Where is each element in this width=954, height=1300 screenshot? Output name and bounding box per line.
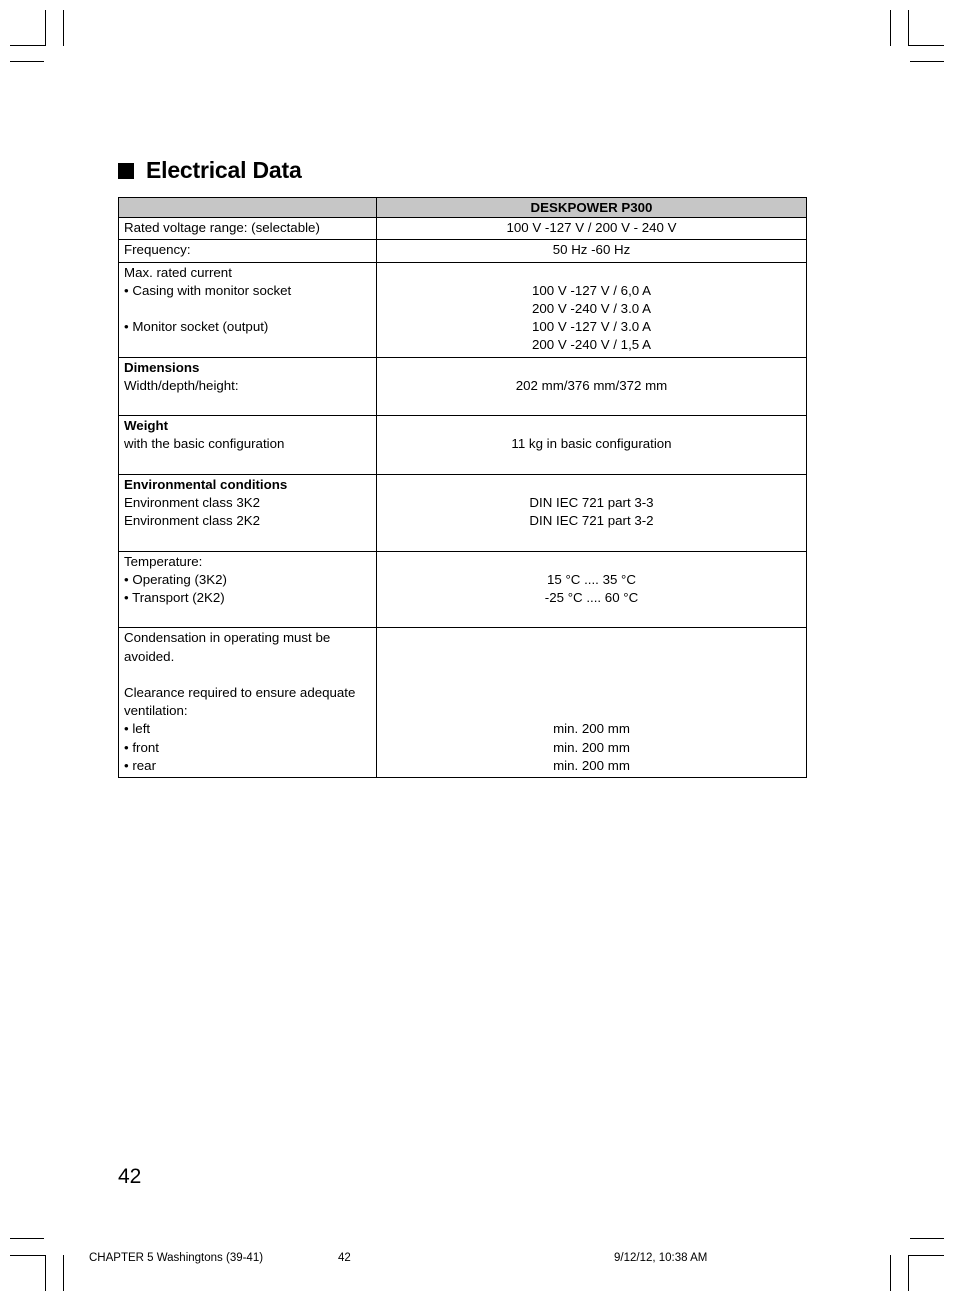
- spec-value-line: [382, 454, 801, 472]
- crop-mark: [910, 1238, 944, 1239]
- spec-value-line: [382, 530, 801, 548]
- crop-mark: [908, 45, 944, 46]
- spec-label-line: Condensation in operating must be avoided.: [124, 630, 331, 664]
- table-row: [119, 628, 807, 778]
- spec-label-line: Max. rated current: [124, 264, 232, 280]
- spec-value-line: 50 Hz -60 Hz: [552, 242, 631, 258]
- spec-value-line: [382, 476, 801, 494]
- spec-label-cell: [119, 551, 377, 628]
- footer-center: 42: [338, 1252, 351, 1264]
- spec-label-cell: [119, 218, 377, 240]
- spec-value-line: 11 kg in basic configuration: [511, 436, 672, 452]
- spec-label-cell: [119, 262, 377, 357]
- table-row: [119, 416, 807, 475]
- footer-left: CHAPTER 5 Washingtons (39-41): [89, 1252, 264, 1264]
- crop-mark: [890, 10, 891, 46]
- spec-label-line: Rated voltage range: (selectable): [124, 220, 320, 236]
- spec-value-line: 15 °C .... 35 °C: [547, 571, 636, 587]
- spec-group-heading: Dimensions: [124, 359, 200, 375]
- spec-value-line: [382, 666, 801, 684]
- crop-mark: [45, 10, 46, 46]
- spec-label-line: • Operating (3K2): [124, 571, 227, 587]
- spec-value-line: DIN IEC 721 part 3-2: [529, 513, 654, 529]
- square-bullet-icon: [118, 163, 134, 179]
- spec-label-line: [124, 666, 371, 684]
- crop-mark: [63, 1255, 64, 1291]
- table-row: [119, 357, 807, 416]
- spec-value-line: [382, 359, 801, 377]
- table-row: [119, 262, 807, 357]
- spec-value-line: [382, 684, 801, 702]
- crop-mark: [63, 10, 64, 46]
- crop-mark: [908, 10, 909, 46]
- spec-label-line: • Transport (2K2): [124, 590, 225, 605]
- crop-mark: [908, 1255, 909, 1291]
- crop-mark: [45, 1255, 46, 1291]
- spec-label-cell: [119, 628, 377, 778]
- header-model-cell: DESKPOWER P300: [377, 198, 807, 218]
- spec-label-line: [124, 607, 371, 625]
- crop-mark: [908, 1255, 944, 1256]
- crop-mark: [10, 45, 46, 46]
- spec-value-line: min. 200 mm: [553, 757, 630, 773]
- spec-label-line: [124, 336, 371, 354]
- spec-label-line: • Monitor socket (output): [124, 319, 269, 335]
- spec-label-line: • front: [124, 739, 159, 755]
- table-header-row: [119, 198, 807, 218]
- page-number: 42: [118, 1165, 142, 1188]
- spec-value-line: min. 200 mm: [553, 721, 630, 737]
- spec-label-line: [124, 530, 371, 548]
- spec-value-line: [382, 607, 801, 625]
- section-heading: [118, 157, 302, 184]
- spec-value-line: [382, 629, 801, 647]
- spec-label-line: Temperature:: [124, 553, 203, 569]
- spec-value-line: [382, 553, 801, 571]
- spec-value-line: 202 mm/376 mm/372 mm: [515, 377, 668, 393]
- spec-label-line: Environment class 2K2: [124, 513, 260, 529]
- spec-value-line: [382, 395, 801, 413]
- header-left-cell: [119, 198, 377, 218]
- spec-label-line: • left: [124, 721, 151, 737]
- spec-value-line: min. 200 mm: [553, 739, 630, 755]
- crop-mark: [10, 61, 44, 62]
- spec-value-line: [382, 264, 801, 282]
- spec-value-cell: [377, 474, 807, 551]
- spec-value-cell: [377, 628, 807, 778]
- table-row: [119, 240, 807, 262]
- spec-label-cell: [119, 357, 377, 416]
- crop-mark: [10, 1238, 44, 1239]
- spec-label-line: [124, 300, 371, 318]
- spec-value-cell: [377, 218, 807, 240]
- spec-label-line: Width/depth/height:: [124, 377, 239, 393]
- spec-label-cell: [119, 240, 377, 262]
- spec-label-line: [124, 454, 371, 472]
- spec-label-line: • Casing with monitor socket: [124, 282, 292, 298]
- spec-label-line: Frequency:: [124, 242, 191, 258]
- electrical-data-table: [118, 197, 807, 778]
- spec-value-cell: [377, 551, 807, 628]
- spec-label-cell: [119, 416, 377, 475]
- spec-value-line: DIN IEC 721 part 3-3: [529, 494, 654, 510]
- spec-value-line: -25 °C .... 60 °C: [544, 589, 639, 605]
- crop-mark: [890, 1255, 891, 1291]
- table-row: [119, 551, 807, 628]
- spec-label-line: Environment class 3K2: [124, 495, 260, 510]
- spec-value-line: 200 V -240 V / 1,5 A: [531, 337, 652, 353]
- spec-value-cell: [377, 240, 807, 262]
- spec-label-cell: [119, 474, 377, 551]
- spec-value-line: 200 V -240 V / 3.0 A: [531, 301, 652, 316]
- spec-value-line: [382, 648, 801, 666]
- spec-value-line: [382, 702, 801, 720]
- section-title: Electrical Data: [146, 157, 302, 183]
- spec-value-cell: [377, 357, 807, 416]
- spec-group-heading: Weight: [124, 418, 169, 434]
- spec-label-line: with the basic configuration: [124, 436, 285, 452]
- spec-value-cell: [377, 416, 807, 475]
- spec-value-line: 100 V -127 V / 200 V - 240 V: [506, 220, 677, 236]
- table-row: [119, 474, 807, 551]
- table-body: [119, 218, 807, 778]
- spec-label-line: [124, 395, 371, 413]
- crop-mark: [10, 1255, 46, 1256]
- spec-value-line: 100 V -127 V / 3.0 A: [531, 319, 652, 335]
- spec-value-line: 100 V -127 V / 6,0 A: [531, 282, 652, 298]
- spec-group-heading: Environmental conditions: [124, 476, 288, 492]
- table-row: [119, 218, 807, 240]
- spec-label-line: • rear: [124, 757, 156, 773]
- spec-value-cell: [377, 262, 807, 357]
- spec-label-line: Clearance required to ensure adequate ventilation:: [124, 684, 356, 719]
- crop-mark: [910, 61, 944, 62]
- footer-right: 9/12/12, 10:38 AM: [614, 1252, 708, 1264]
- spec-value-line: [382, 417, 801, 435]
